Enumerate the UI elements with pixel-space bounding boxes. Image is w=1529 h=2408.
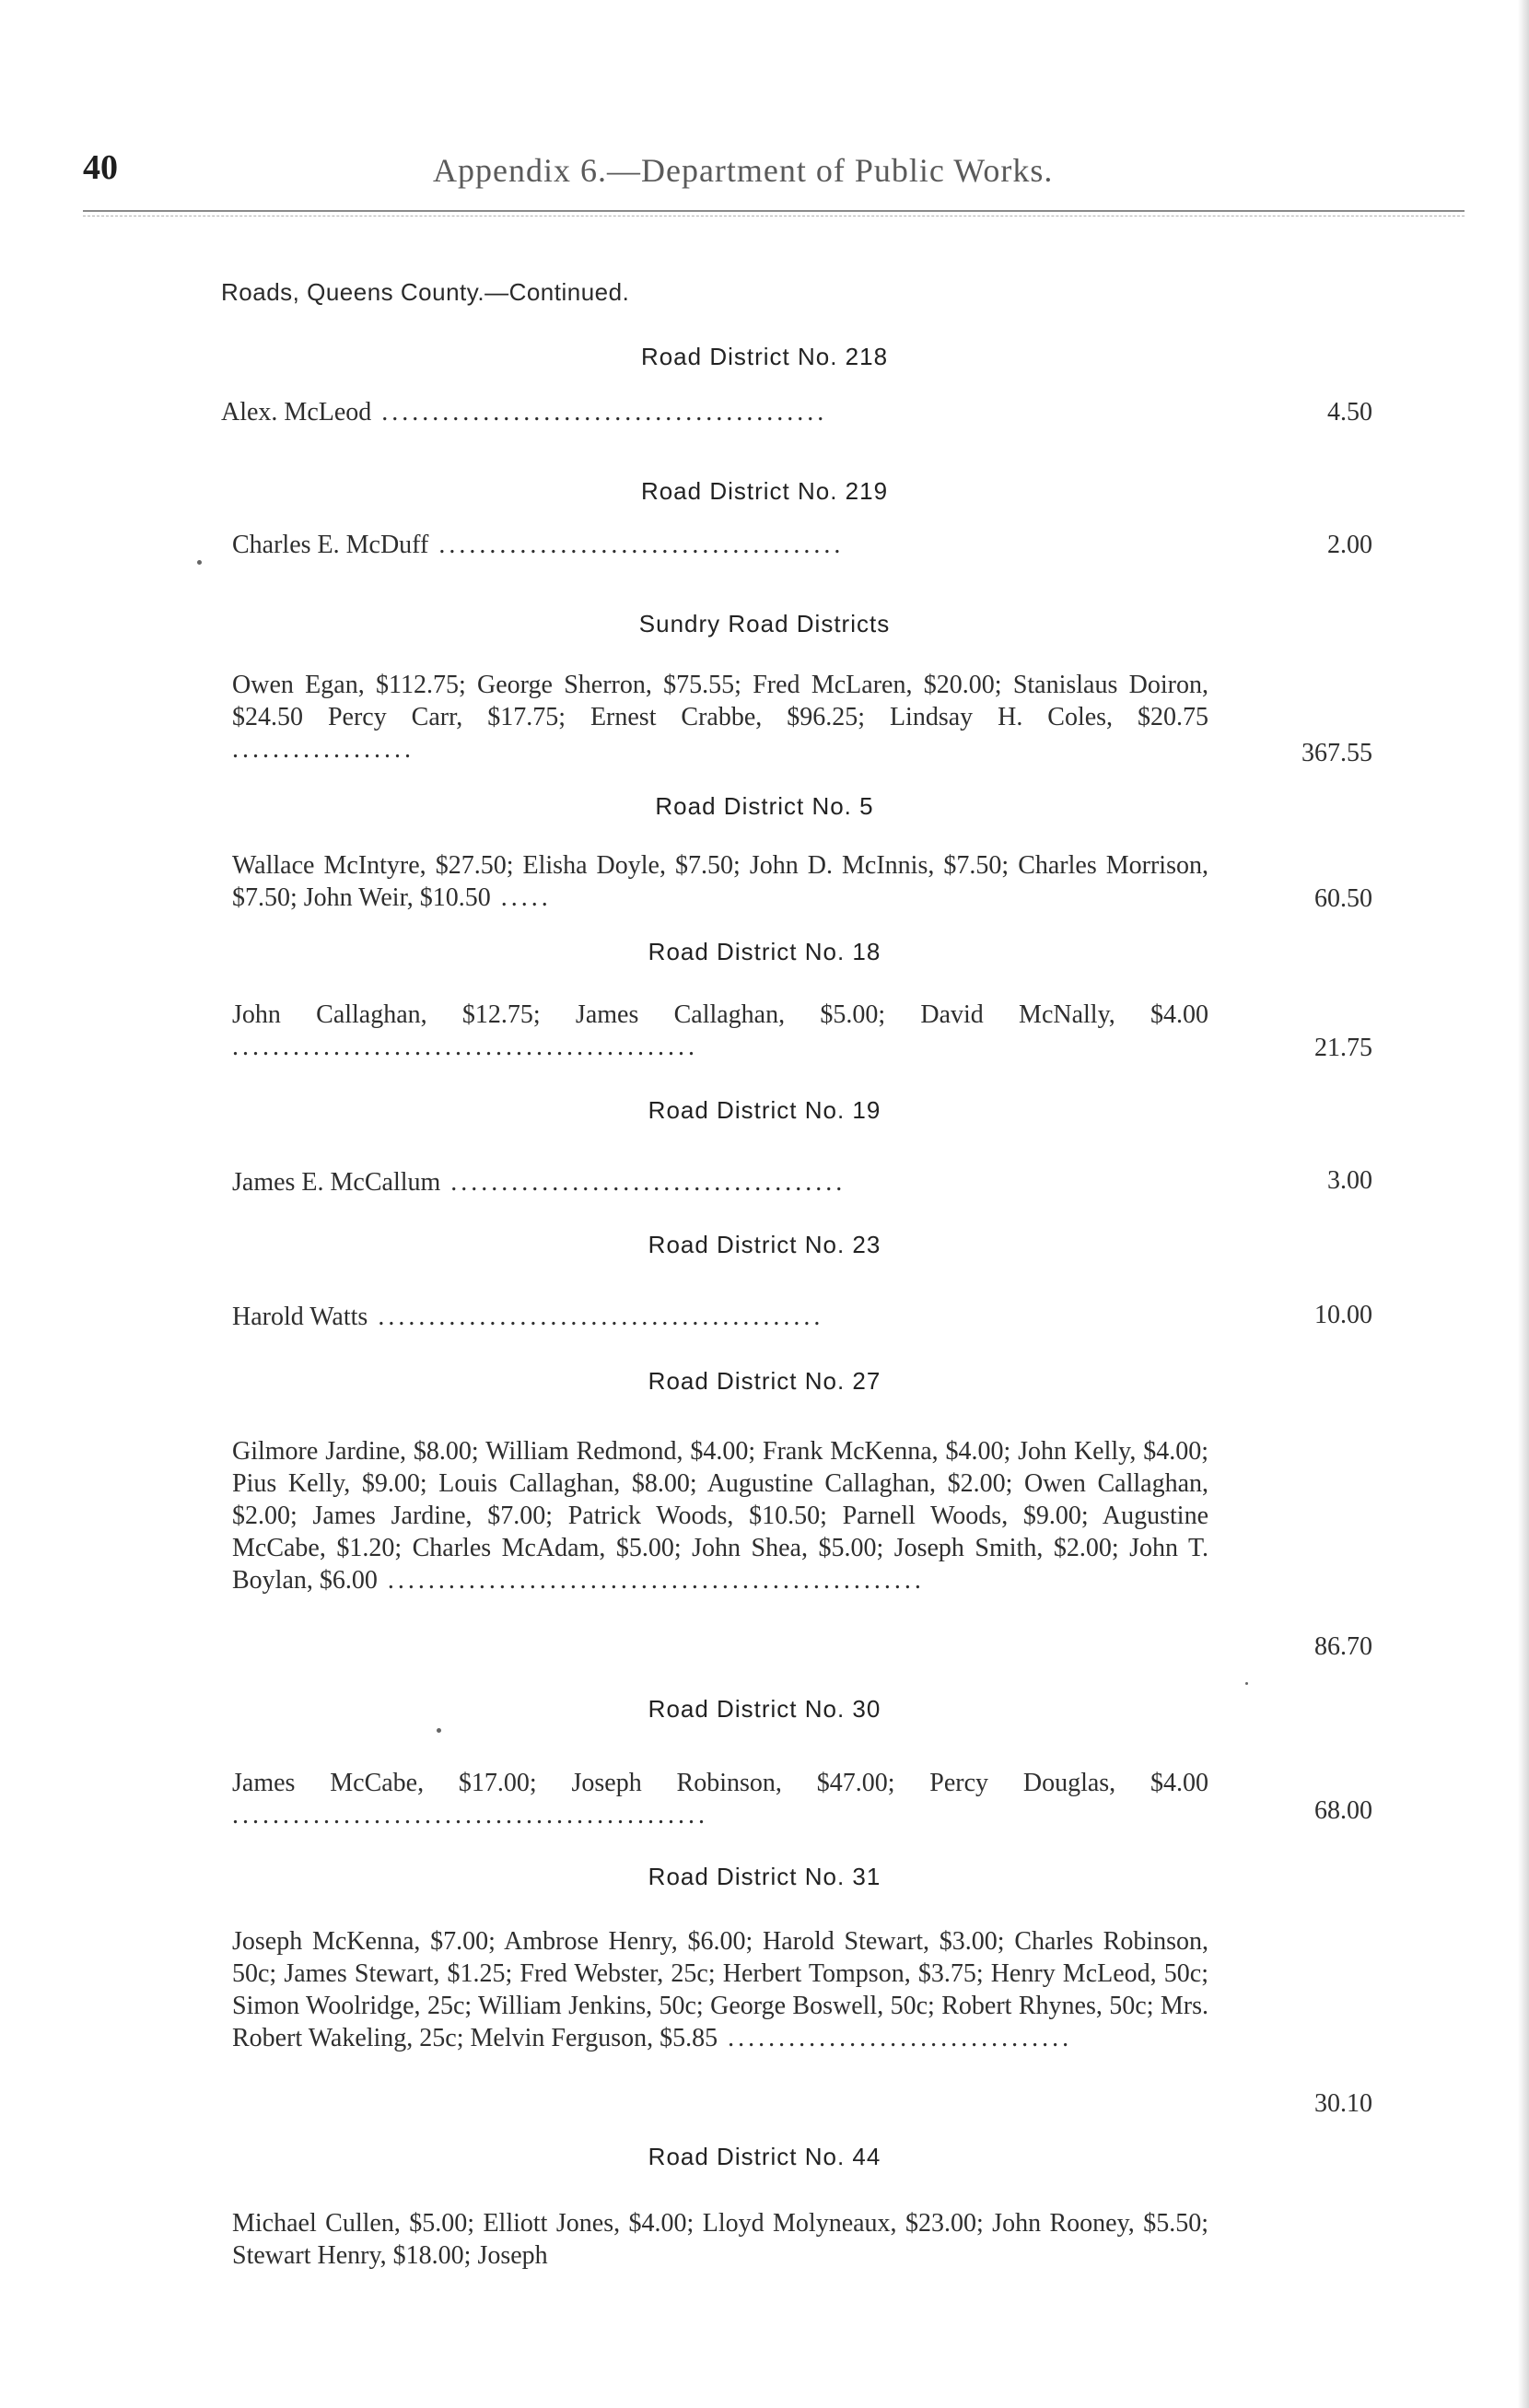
dot-leader: ....................................... — [440, 1168, 846, 1197]
entry-text: Alex. McLeod — [221, 398, 372, 427]
district-heading: Road District No. 23 — [648, 1231, 881, 1258]
scan-speck — [1245, 1682, 1248, 1685]
district-amount: 86.70 — [1314, 1632, 1372, 1661]
entry-text: Owen Egan, $112.75; George Sherron, $75.55; Fred McLaren, $20.00; Stanislaus Doiron, $24.50 Percy Carr, $17.75; Ernest Crabbe, $96.25; Lindsay H. Coles, $20.75 — [232, 671, 1208, 731]
section-label: Roads, Queens County.—Continued. — [221, 278, 630, 306]
district-heading: Road District No. 5 — [655, 792, 874, 820]
dot-leader: .................. — [232, 735, 414, 764]
district-entry — [232, 1435, 1208, 1596]
entry-text: James McCabe, $17.00; Joseph Robinson, $47.00; Percy Douglas, $4.00 — [232, 1769, 1208, 1797]
district-entry — [232, 529, 1208, 561]
district-entry — [232, 669, 1208, 766]
district-amount: 60.50 — [1314, 884, 1372, 913]
district-heading: Road District No. 31 — [648, 1863, 881, 1890]
dot-leader: .............................................. — [232, 1033, 698, 1061]
district-heading: Road District No. 27 — [648, 1367, 881, 1395]
dot-leader: ............................................... — [232, 1801, 708, 1829]
district-heading: Sundry Road Districts — [638, 610, 891, 637]
entry-text: James E. McCallum — [232, 1168, 441, 1197]
district-entry — [232, 1301, 1208, 1333]
district-amount: 30.10 — [1314, 2089, 1372, 2118]
entry-text: Charles E. McDuff — [232, 531, 429, 559]
page-number: 40 — [83, 148, 118, 187]
district-entry — [232, 849, 1208, 914]
entry-text: Harold Watts — [232, 1303, 368, 1331]
entry-text: Gilmore Jardine, $8.00; William Redmond, $4.00; Frank McKenna, $4.00; John Kelly, $4.00; Pius Kelly, $9.00; Louis Callaghan, $8.00; Augustine Callaghan, $2.00; Owen Callaghan, $2.00; James Jardine, $7.00; Patrick Woods, $10.50; Parnell Woods, $9.00; Augustine McCabe, $1.20; Charles McAdam, $5.00; John Shea, $5.00; Joseph Smith, $2.00; John T. Boylan, $6.00 — [232, 1437, 1208, 1595]
entry-text: John Callaghan, $12.75; James Callaghan, $5.00; David McNally, $4.00 — [232, 1000, 1208, 1029]
district-amount: 21.75 — [1314, 1034, 1372, 1062]
page-edge-shadow — [1518, 0, 1529, 2408]
district-entry — [232, 2207, 1208, 2272]
district-amount: 68.00 — [1314, 1796, 1372, 1825]
district-heading: Road District No. 218 — [640, 343, 889, 370]
dot-leader: .................................. — [718, 2024, 1073, 2052]
district-amount: 4.50 — [1327, 398, 1372, 427]
running-head: Appendix 6.—Department of Public Works. — [433, 152, 1054, 189]
dot-leader: ............................................ — [368, 1303, 824, 1331]
district-heading: Road District No. 30 — [648, 1695, 881, 1723]
district-heading: Road District No. 219 — [640, 477, 889, 505]
entry-text: Joseph McKenna, $7.00; Ambrose Henry, $6.00; Harold Stewart, $3.00; Charles Robinson, 50c; James Stewart, $1.25; Fred Webster, 25c; Herbert Tompson, $3.75; Henry McLeod, 50c; Simon Woolridge, 25c; William Jenkins, 50c; George Boswell, 50c; Robert Rhynes, 50c; Mrs. Robert Wakeling, 25c; Melvin Ferguson, $5.85 — [232, 1927, 1208, 2052]
district-heading: Road District No. 18 — [648, 938, 881, 965]
scan-speck — [437, 1728, 441, 1733]
entry-text: Michael Cullen, $5.00; Elliott Jones, $4.00; Lloyd Molyneaux, $23.00; John Rooney, $5.50; Stewart Henry, $18.00; Joseph — [232, 2209, 1208, 2270]
district-entry — [232, 1166, 1208, 1198]
entry-text: Wallace McIntyre, $27.50; Elisha Doyle, $7.50; John D. McInnis, $7.50; Charles Morrison, $7.50; John Weir, $10.50 — [232, 851, 1208, 912]
page-header — [83, 147, 1465, 203]
scan-speck — [197, 560, 202, 565]
district-entry — [232, 999, 1208, 1063]
district-amount: 2.00 — [1327, 531, 1372, 559]
district-entry — [221, 396, 1197, 428]
district-heading: Road District No. 19 — [648, 1096, 881, 1124]
district-amount: 367.55 — [1301, 739, 1372, 767]
dot-leader: ........................................ — [428, 531, 845, 559]
district-amount: 10.00 — [1314, 1301, 1372, 1329]
dot-leader: ..................................................... — [377, 1566, 925, 1595]
district-entry — [232, 1925, 1208, 2054]
header-rule — [83, 210, 1465, 212]
district-amount: 3.00 — [1327, 1166, 1372, 1195]
dot-leader: ............................................ — [371, 398, 828, 427]
district-entry — [232, 1767, 1208, 1831]
district-heading: Road District No. 44 — [648, 2143, 881, 2170]
dot-leader: ..... — [490, 883, 552, 912]
